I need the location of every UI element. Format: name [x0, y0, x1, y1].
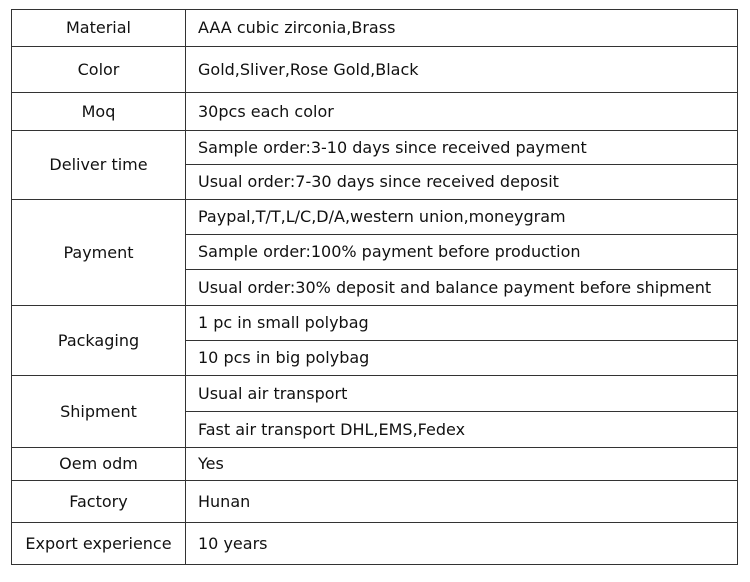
row-value-payment-2: Sample order:100% payment before production — [186, 235, 738, 270]
row-value-color: Gold,Sliver,Rose Gold,Black — [186, 47, 738, 93]
row-value-deliver-time-1: Sample order:3-10 days since received payment — [186, 131, 738, 165]
row-value-shipment-1: Usual air transport — [186, 376, 738, 412]
row-label-moq: Moq — [12, 93, 186, 131]
row-value-packaging-1: 1 pc in small polybag — [186, 306, 738, 341]
table-row — [12, 200, 738, 235]
table-row — [12, 131, 738, 165]
row-label-export-experience: Export experience — [12, 523, 186, 565]
row-value-oem-odm: Yes — [186, 448, 738, 481]
row-value-packaging-2: 10 pcs in big polybag — [186, 341, 738, 376]
row-label-packaging: Packaging — [12, 306, 186, 376]
row-value-factory: Hunan — [186, 481, 738, 523]
row-value-moq: 30pcs each color — [186, 93, 738, 131]
row-label-oem-odm: Oem odm — [12, 448, 186, 481]
row-label-factory: Factory — [12, 481, 186, 523]
table-row — [12, 523, 738, 565]
row-value-material: AAA cubic zirconia,Brass — [186, 10, 738, 47]
row-value-deliver-time-2: Usual order:7-30 days since received deposit — [186, 165, 738, 200]
row-value-shipment-2: Fast air transport DHL,EMS,Fedex — [186, 412, 738, 448]
row-label-material: Material — [12, 10, 186, 47]
table-row — [12, 481, 738, 523]
row-value-payment-1: Paypal,T/T,L/C,D/A,western union,moneygram — [186, 200, 738, 235]
spec-table — [11, 9, 738, 565]
table-row — [12, 47, 738, 93]
row-label-payment: Payment — [12, 200, 186, 306]
table-row — [12, 93, 738, 131]
table-row — [12, 376, 738, 412]
row-value-payment-3: Usual order:30% deposit and balance payment before shipment — [186, 270, 738, 306]
row-label-color: Color — [12, 47, 186, 93]
table-row — [12, 10, 738, 47]
row-label-shipment: Shipment — [12, 376, 186, 448]
table-row — [12, 306, 738, 341]
table-row — [12, 448, 738, 481]
row-label-deliver-time: Deliver time — [12, 131, 186, 200]
row-value-export-experience: 10 years — [186, 523, 738, 565]
